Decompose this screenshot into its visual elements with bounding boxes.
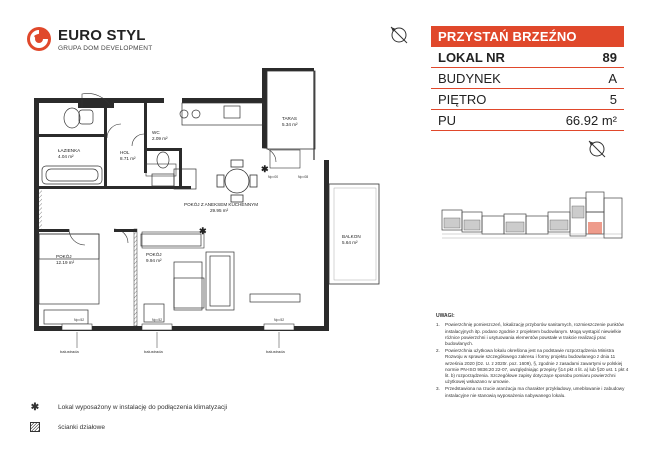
info-row-pietro: [431, 89, 624, 110]
small-tag: Np=08: [298, 175, 309, 179]
info-row-budynek: [431, 68, 624, 89]
room-area-pokoj-kuchnia: 29.95 m²: [210, 208, 229, 213]
bathtub: [42, 166, 102, 184]
info-row-lokal: [431, 47, 624, 68]
legend-text: Lokal wyposażony w instalację do podłączenia klimatyzacji: [58, 403, 228, 411]
legend: [30, 401, 227, 441]
note-text: Przedstawiona na rzucie aranżacja ma charakter przykładowy, umeblowanie i zabudowy instalacyjne nie stanowią wyposażenia nabywanego lokalu.: [445, 386, 625, 398]
building-key-plan: [440, 188, 625, 268]
note-item: [436, 386, 629, 399]
euro-styl-logo-mark-icon: [26, 26, 52, 52]
doors: [69, 93, 279, 245]
small-tag: Np=52: [152, 318, 163, 322]
info-label: BUDYNEK: [438, 70, 501, 86]
info-value: 66.92 m²: [565, 112, 617, 128]
small-tag: Np=00: [268, 175, 279, 179]
info-value: 5: [609, 91, 617, 107]
room-name-pokoj-kuchnia: POKÓJ Z ANEKSEM KUCHENNYM: [184, 202, 259, 207]
bed-pokoj1: [39, 234, 99, 324]
north-arrow-keyplan-icon: [586, 138, 608, 160]
legend-item-ac: [30, 401, 227, 413]
note-number: 3.: [436, 386, 440, 392]
note-item: [436, 322, 629, 347]
balustrada-label: balustrada: [144, 349, 163, 354]
hall-wardrobe: [142, 232, 204, 248]
room-area-pokoj1: 12.19 m²: [56, 260, 75, 265]
note-text: Powierzchnię pomieszczeń, lokalizację przyborów sanitarnych, rozmieszczenie punktów instalacyjnych itp. podano zgodnie z projektem budowlanym. Mogą wystąpić niewielkie różnice powierzchni i usytuowania elementów powstałe w trakcie realizacji prac budowlanych.: [445, 322, 624, 347]
room-area-pokoj2: 9.94 m²: [146, 258, 162, 263]
room-name-lazienka: ŁAZIENKA: [58, 148, 81, 153]
note-number: 2.: [436, 347, 440, 353]
ac-marks: [199, 164, 269, 236]
euro-styl-logo: [26, 26, 156, 56]
info-label: PIĘTRO: [438, 91, 487, 107]
hatch-pattern-icon: [30, 422, 40, 432]
legend-text: ścianki działowe: [58, 423, 105, 431]
balustrada-label: balustrada: [60, 349, 79, 354]
small-tag: Np=52: [274, 318, 285, 322]
note-item: [436, 348, 629, 386]
small-tags: [74, 175, 308, 322]
exterior-walls: [34, 68, 329, 331]
balustrada-labels: [60, 349, 285, 354]
kitchen-counter: [174, 103, 264, 189]
info-label: LOKAL NR: [438, 49, 505, 65]
dining-set: [217, 160, 257, 202]
note-number: 1.: [436, 322, 440, 328]
key-plan-highlight: [588, 222, 602, 234]
bathroom-fixtures: [64, 108, 93, 128]
small-tag: Np=52: [74, 318, 85, 322]
ac-asterisk-living: ✱: [261, 164, 269, 174]
room-area-taras: 5.34 m²: [282, 122, 298, 127]
ac-asterisk-pokoj: ✱: [199, 226, 207, 236]
wc-fixtures: [152, 152, 174, 186]
room-name-pokoj1: POKÓJ: [56, 254, 72, 259]
room-area-lazienka: 4.04 m²: [58, 154, 74, 159]
room-name-hol: HOL: [120, 150, 130, 155]
room-name-pokoj2: POKÓJ: [146, 252, 162, 257]
legend-item-partition: [30, 421, 227, 433]
room-name-wc: WC: [152, 130, 160, 135]
north-arrow-icon: [388, 24, 410, 46]
info-label: PU: [438, 112, 457, 128]
apartment-info-panel: [431, 26, 624, 131]
notes-section: [436, 313, 629, 399]
logo-name: EURO STYL: [58, 27, 146, 44]
room-name-taras: TARAS: [282, 116, 297, 121]
living-furniture: [174, 252, 300, 310]
asterisk-icon: ✱: [30, 401, 40, 413]
room-area-balkon: 5.64 m²: [342, 240, 358, 245]
note-text: Powierzchnia użytkowa lokalu określona jest na podstawie rozporządzenia Ministra Rozwoju w sprawie szczegółowego zakresu i formy projektu budowlanego z dnia 11 września 2020 (Dz. U. z 2020r. poz. 1609), §, zgodnie z zasadami zawartymi w polskiej normie PN-ISO 9836:20 22-07, uwzględniając przepisy §14 pkt 4 lit. a) lub §20 ust. 1 pkt 4 lit. b) rozporządzenia. Szczegółowe zapisy dotyczące sposobu pomiaru powierzchni użytkowej wskazano w umowie.: [445, 347, 629, 385]
notes-title: UWAGI:: [436, 313, 455, 319]
info-row-pu: [431, 110, 624, 131]
balustrada-label: balustrada: [266, 349, 285, 354]
info-value: 89: [602, 49, 617, 65]
interior-walls: [39, 103, 191, 326]
logo-subtitle: GRUPA DOM DEVELOPMENT: [58, 45, 153, 52]
room-area-hol: 8.71 m²: [120, 156, 136, 161]
investment-title: PRZYSTAŃ BRZEŹNO: [431, 26, 624, 47]
room-area-wc: 2.09 m²: [152, 136, 168, 141]
balustrada-ticks: [77, 332, 279, 348]
floor-plan: [24, 64, 386, 364]
info-value: A: [608, 70, 617, 86]
room-name-balkon: BALKON: [342, 234, 361, 239]
